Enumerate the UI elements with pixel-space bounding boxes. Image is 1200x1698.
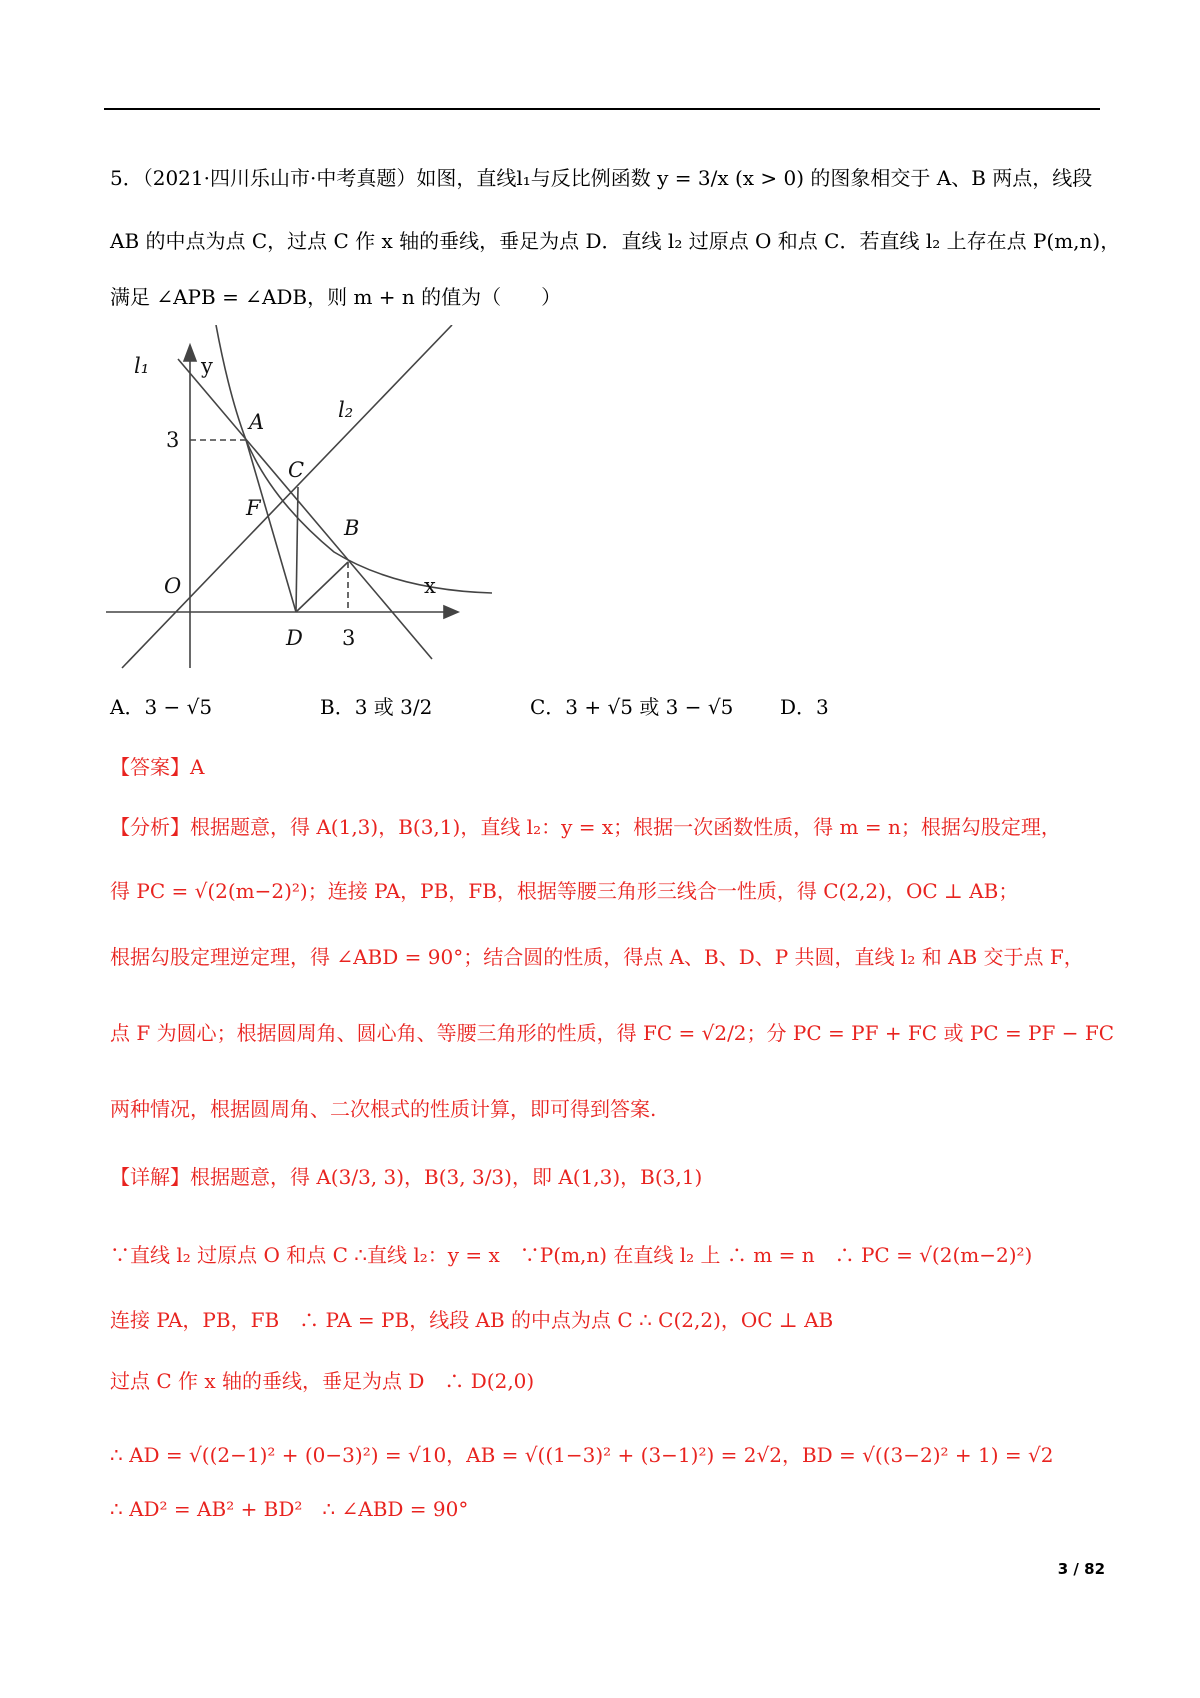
line-l1: [178, 359, 432, 659]
analysis-line-4: 点 F 为圆心；根据圆周角、圆心角、等腰三角形的性质，得 FC = √2/2；分 PC = PF + FC 或 PC = PF − FC: [110, 1021, 1115, 1045]
page-number: 3 / 82: [1057, 1560, 1105, 1578]
detail-line-2: ∵直线 l₂ 过原点 O 和点 C ∴直线 l₂：y = x ∵P(m,n) 在直线 l₂ 上 ∴ m = n ∴ PC = √(2(m−2)²): [110, 1243, 1033, 1267]
segment-CD: [296, 487, 298, 612]
label-B: B: [344, 516, 360, 540]
header-rule: [104, 108, 1100, 110]
options-row: [110, 692, 1100, 732]
answer: 【答案】A: [110, 755, 205, 779]
option-d: D．3: [780, 695, 829, 719]
analysis-line-1: 【分析】根据题意，得 A(1,3)，B(3,1)，直线 l₂：y = x；根据一次函数性质，得 m = n；根据勾股定理，: [110, 815, 1061, 839]
line-l2: [122, 325, 452, 668]
analysis-line-5: 两种情况，根据圆周角、二次根式的性质计算，即可得到答案.: [110, 1097, 657, 1121]
label-l1: l₁: [134, 354, 150, 378]
label-y: y: [201, 354, 213, 378]
option-a: A．3 − √5: [110, 695, 213, 719]
detail-line-6: ∴ AD² = AB² + BD² ∴ ∠ABD = 90°: [110, 1497, 469, 1521]
option-c: C．3 + √5 或 3 − √5: [530, 695, 734, 719]
analysis-line-2: 得 PC = √(2(m−2)²)；连接 PA，PB，FB，根据等腰三角形三线合一性质，得 C(2,2)，OC ⊥ AB；: [110, 879, 1019, 903]
segment-DB: [296, 562, 348, 612]
analysis-line-3: 根据勾股定理逆定理，得 ∠ABD = 90°；结合圆的性质，得点 A、B、D、P 共圆，直线 l₂ 和 AB 交于点 F，: [110, 945, 1084, 969]
question-line-1: 5．（2021·四川乐山市·中考真题）如图，直线l₁与反比例函数 y = 3/x (x > 0) 的图象相交于 A、B 两点，线段: [110, 166, 1093, 190]
label-D: D: [286, 626, 303, 650]
label-3-x: 3: [342, 626, 356, 650]
label-3-y: 3: [166, 428, 180, 452]
label-O: O: [164, 574, 182, 598]
detail-line-1: 【详解】根据题意，得 A(3/3, 3)，B(3, 3/3)，即 A(1,3)，B(3,1): [110, 1165, 703, 1189]
geometry-figure: [106, 325, 492, 670]
label-C: C: [288, 458, 305, 482]
question-line-2: AB 的中点为点 C，过点 C 作 x 轴的垂线，垂足为点 D．直线 l₂ 过原点 O 和点 C．若直线 l₂ 上存在点 P(m,n)，: [110, 229, 1121, 253]
x-axis-arrow: [444, 606, 458, 618]
label-x: x: [424, 574, 436, 598]
detail-line-5: ∴ AD = √((2−1)² + (0−3)²) = √10，AB = √((1−3)² + (3−1)²) = 2√2，BD = √((3−2)² + 1) = √2: [110, 1443, 1054, 1467]
detail-line-4: 过点 C 作 x 轴的垂线，垂足为点 D ∴ D(2,0): [110, 1369, 535, 1393]
label-l2: l₂: [338, 398, 354, 422]
label-F: F: [246, 496, 261, 520]
option-b: B．3 或 3/2: [320, 695, 433, 719]
y-axis-arrow: [184, 345, 196, 361]
question-line-3: 满足 ∠APB = ∠ADB，则 m + n 的值为（ ）: [110, 285, 562, 309]
detail-line-3: 连接 PA，PB，FB ∴ PA = PB，线段 AB 的中点为点 C ∴ C(2,2)，OC ⊥ AB: [110, 1308, 834, 1332]
label-A: A: [249, 410, 265, 434]
inverse-curve: [216, 325, 492, 593]
